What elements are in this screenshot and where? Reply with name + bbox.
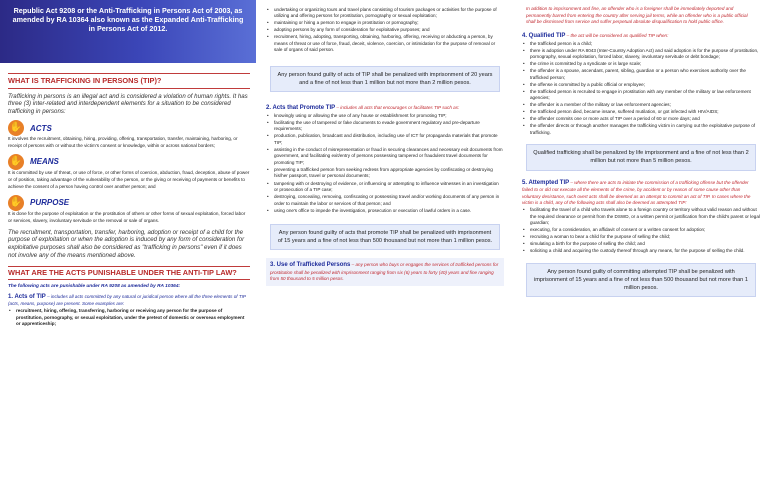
list-item: • knowingly using or allowing the use of any house or establishment for promoting TIP; (266, 113, 504, 120)
promote-heading (266, 104, 504, 113)
what-intro: Trafficking in persons is an illegal act and is considered a violation of human rights. It has three (3) inter-related and interdependent elements for a situation to be considered trafficking in persons: (8, 92, 248, 116)
means-desc: It is committed by use of threat, or use of force, or other forms of coercion, abduction, fraud, deception, abuse of power or of position, taking advantage of the vulnerability of the person, or the giving or receiving of payments or benefits to achieve the consent of a person having control over another person; and (8, 170, 250, 189)
penalty-box-acts: Any person found guilty of acts of TIP shall be penalized with imprisonment of 20 years and a fine of not less than 1 million but not more than 2 million pesos. (270, 66, 500, 92)
list-item: • there is adoption under RA 8043 (Inter-Country Adoption Act) and said adoption is for the purpose of prostitution, pornography, sexual exploitation, forced labor, slavery, involuntary servitude or debt bondage; (522, 48, 760, 61)
list-item: • soliciting a child and acquiring the custody thereof through any means, for the purpose of selling the child. (522, 248, 760, 255)
list-item: • the offender is a member of the military or law enforcement agencies; (522, 102, 760, 109)
list-item: • using one's office to impede the investigation, prosecution or execution of lawful orders in a case. (266, 208, 504, 215)
foreigner-note: In addition to imprisonment and fine, an offender who is a foreigner shall be immediately deported and permanently barred from entering the country after serving jail terms, while an offender who is a public official shall be dismissed from service and suffer perpetual absolute disqualification to hold public office. (526, 6, 748, 25)
child-note: The recruitment, transportation, transfer, harboring, adoption or receipt of a child for the purpose of exploitation or when the adoption is induced by any form of consideration for exploitative purposes shall also be considered as "trafficking in persons" even if it does not involve any of the means mentioned above. (8, 228, 245, 260)
promote-list (266, 113, 504, 214)
list-item: • recruiting a woman to bear a child for the purpose of selling the child; (522, 234, 760, 241)
acts-of-tip-list-1 (8, 308, 250, 328)
acts-of-tip-list-2 (266, 7, 504, 54)
penalty-box-qualified: Qualified trafficking shall be penalized by life imprisonment and a fine of not less than 2 million but not more than 5 million pesos. (526, 144, 756, 170)
list-item: • adopting persons by any form of consideration for exploitative purposes; and (266, 27, 504, 34)
list-item: • maintaining or hiring a person to engage in prostitution or pornography; (266, 20, 504, 27)
qualified-title: 4. Qualified TIP (522, 32, 566, 39)
column-1 (0, 0, 256, 489)
attempted-heading (522, 179, 760, 207)
purpose-heading-row (8, 195, 250, 211)
title-banner (0, 0, 256, 63)
list-item: • the trafficked person is a child; (522, 41, 760, 48)
penalty-box-promote: Any person found guilty of acts that promote TIP shall be penalized with imprisonment of 15 years and a fine of not less than 500 thousand but not more than 1 million pesos. (270, 224, 500, 250)
purpose-title: PURPOSE (30, 198, 70, 208)
list-item: • the offender is a spouse, ascendant, parent, sibling, guardian or a person who exercises authority over the trafficked person; (522, 68, 760, 81)
hand-icon: ✋ (8, 120, 24, 136)
attempted-list (522, 207, 760, 255)
promote-title: 2. Acts that Promote TIP (266, 104, 336, 111)
hand-icon: ✋ (8, 154, 24, 170)
qualified-sub: – the act will be considered as qualified TIP when: (566, 32, 669, 38)
list-item: • preventing a trafficked person from seeking redress from appropriate agencies by confiscating or destroying his/her passport, travel or personal documents; (266, 167, 504, 180)
punishable-intro: The following acts are punishable under RA 9208 as amended by RA 10364: (8, 284, 181, 290)
purpose-desc: It is done for the purpose of exploitation or the prostitution of others or other forms of sexual exploitation, forced labor or services, slavery, involuntary servitude or the removal or sale of organs. (8, 210, 246, 223)
banner-title: Republic Act 9208 or the Anti-Trafficking in Persons Act of 2003, as amended by RA 10364 also known as the Expanded Anti-Trafficking in Persons Act of 2012. (12, 6, 244, 33)
qualified-heading (522, 32, 760, 41)
list-item: • the offender directs or through another manages the trafficking victim in carrying out the exploitative purpose of trafficking. (522, 123, 760, 136)
list-item: • the crime is committed by a syndicate or is large scale; (522, 61, 760, 68)
attempted-title: 5. Attempted TIP (522, 179, 570, 186)
acts-heading-row (8, 120, 250, 136)
list-item: • facilitating the travel of a child who travels alone to a foreign country or territory without valid reason and without the required clearance or permit from the DSWD, or a written permit or justification from the child's parent or legal guardian; (522, 207, 760, 227)
list-item: • recruitment, hiring, offering, transferring, harboring or receiving any person for the purpose of prostitution, pornography, or sexual exploitation, under the pretext of domestic or overseas employment or apprenticeship; (8, 308, 250, 328)
list-item: • the trafficked person is recruited to engage in prostitution with any member of the military or law enforcement agencies; (522, 89, 760, 102)
list-item: • simulating a birth for the purpose of selling the child; and (522, 241, 760, 248)
list-item: • tampering with or destroying of evidence, or influencing or attempting to influence witnesses in an investigation or prosecution of a TIP case; (266, 181, 504, 194)
penalty-box-attempted: Any person found guilty of committing attempted TIP shall be penalized with imprisonment of 15 years and a fine of not less than 500 thousand but not more than 1 million pesos. (526, 263, 756, 297)
list-item: • production, publication, broadcast and distribution, including use of ICT for propaganda materials that promote TIP; (266, 133, 504, 146)
attempted-sub: – where there are acts to initiate the commission of a trafficking offense but the offender failed to or did not execute all the elements of the crime, by accident or by reason of some cause other than voluntary desistance, such overt acts shall be deemed as an attempt to commit an act of TIP. In cases where the victim is a child, any of the following acts shall also be deemed as attempted TIP: (522, 179, 751, 206)
means-heading-row (8, 154, 250, 170)
column-2 (256, 0, 512, 489)
promote-sub: – includes all acts that encourages or facilitates TIP such as: (336, 104, 460, 110)
list-item: • recruitment, hiring, adopting, transporting, obtaining, harboring, offering, receiving or abducting a person, by means of threat or use of force, fraud, deceit, violence, coercion, or intimidation for the purpose of removal or sale of organs of said person. (266, 34, 504, 54)
acts-of-tip-sub: – includes all acts committed by any natural or juridical person where all the three elements of TIP (acts, means, purpose) are present. Some examples are: (8, 293, 246, 307)
column-3 (512, 0, 768, 489)
list-item: • executing, for a consideration, an affidavit of consent or a written consent for adoption; (522, 227, 760, 234)
list-item: • facilitating the use of tampered or fake documents to evade government regulatory and pre-departure requirements; (266, 120, 504, 133)
acts-of-tip (8, 293, 250, 308)
list-item: • assisting in the conduct of misrepresentation or fraud in securing clearances and necessary exit documents from government, and facilitating exit/entry of persons possessing tampered or fraudulent travel documents for promoting TIP; (266, 147, 504, 167)
use-title: 3. Use of Trafficked Persons (270, 262, 351, 269)
use-section (266, 258, 504, 286)
section-heading-punishable: WHAT ARE THE ACTS PUNISHABLE UNDER THE ANTI-TIP LAW? (8, 266, 250, 280)
list-item: • undertaking or organizing tours and travel plans consisting of tourism packages or activities for the purpose of utilizing and offering persons for prostitution, pornography or sexual exploitation; (266, 7, 504, 20)
acts-of-tip-title: 1. Acts of TIP (8, 293, 46, 300)
qualified-list (522, 41, 760, 137)
list-item: • the offender commits one or more acts of TIP over a period of 60 or more days; and (522, 116, 760, 123)
list-item: • the offense is committed by a public official or employee; (522, 82, 760, 89)
list-item: • the trafficked person died, became insane, suffered mutilation, or got infected with HIV/AIDS; (522, 109, 760, 116)
hand-icon: ✋ (8, 195, 24, 211)
acts-title: ACTS (30, 123, 52, 133)
list-item: • destroying, concealing, removing, confiscating or possessing travel and/or working documents of any person in order to maintain the labor or services of that person; and (266, 194, 504, 207)
acts-desc: It involves the recruitment, obtaining, hiring, providing, offering, transportation, transfer, maintaining, harboring, or receipt of persons with or without the victim's consent or knowledge, within or across national borders; (8, 136, 238, 149)
use-sub: – any person who buys or engages the services of trafficked persons for prostitution shall be penalized with imprisonment ranging from six (6) years to forty (40) years and fine ranging from 50 thousand to 5 million pesos. (270, 262, 499, 282)
means-title: MEANS (30, 157, 59, 167)
section-heading-what: WHAT IS TRAFFICKING IN PERSONS (TIP)? (8, 73, 250, 89)
